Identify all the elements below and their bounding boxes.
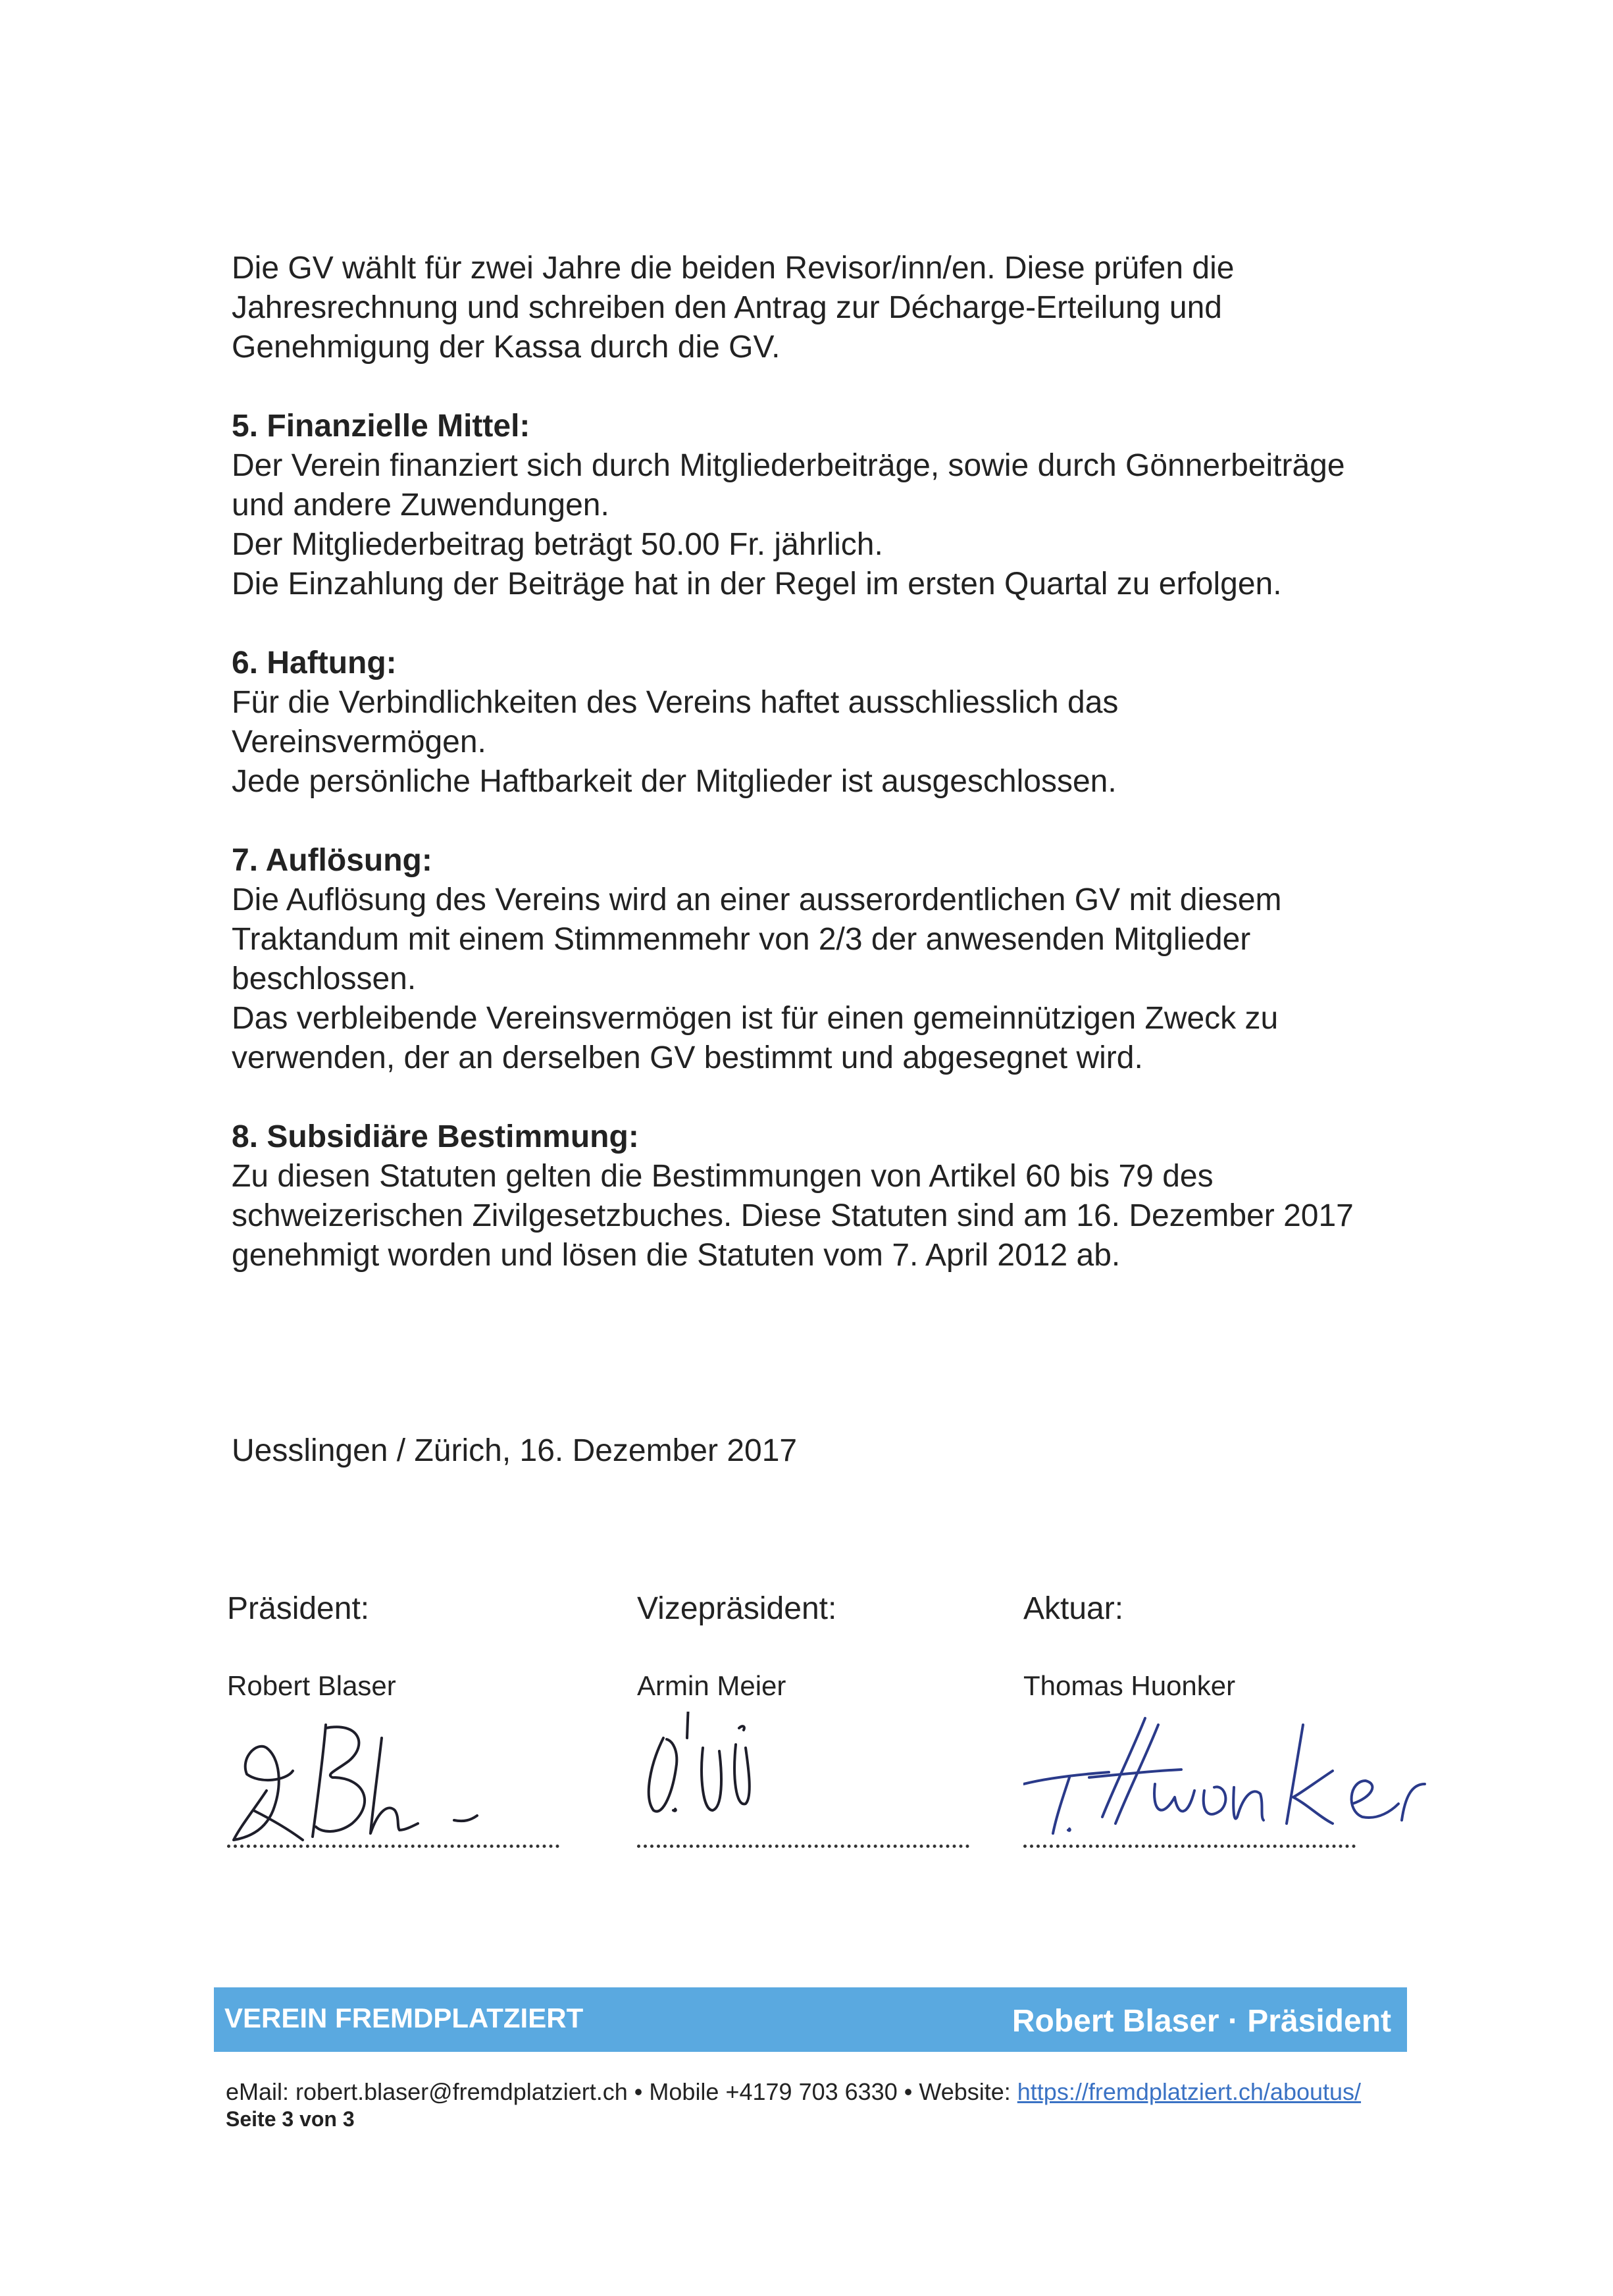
text-line: Die Einzahlung der Beiträge hat in der Regel im ersten Quartal zu erfolgen. [232, 567, 1282, 601]
text-line: Jahresrechnung und schreiben den Antrag zur Décharge-Erteilung und [232, 290, 1222, 325]
statutes-body [232, 249, 1449, 1275]
signature-graphic [637, 1712, 940, 1843]
text-line: Traktandum mit einem Stimmenmehr von 2/3 der anwesenden Mitglieder [232, 922, 1251, 957]
section-aufloesung [232, 841, 1449, 1078]
banner-president: Robert Blaser · Präsident [1011, 2004, 1391, 2039]
signature-graphic [1023, 1712, 1431, 1843]
footer-separator: • [634, 2078, 650, 2105]
text-line: verwenden, der an derselben GV bestimmt und abgesegnet wird. [232, 1040, 1143, 1075]
text-line: Jede persönliche Haftbarkeit der Mitglieder ist ausgeschlossen. [232, 764, 1117, 799]
text-line: Die GV wählt für zwei Jahre die beiden Revisor/inn/en. Diese prüfen die [232, 251, 1235, 286]
text-line: Das verbleibende Vereinsvermögen ist für einen gemeinnützigen Zweck zu [232, 1001, 1279, 1036]
text-line: Genehmigung der Kassa durch die GV. [232, 330, 781, 365]
signatory-name: Thomas Huonker [1023, 1670, 1236, 1701]
footer-separator: • [904, 2078, 919, 2105]
text-line: Für die Verbindlichkeiten des Vereins haftet ausschliesslich das [232, 685, 1119, 720]
footer-mobile: Mobile +4179 703 6330 [649, 2078, 898, 2105]
signatory-president [227, 1589, 596, 1848]
footer-contact-line [226, 2078, 1361, 2106]
signatory-role: Vizepräsident: [637, 1591, 837, 1626]
association-name: VEREIN FREMDPLATZIERT [224, 2003, 584, 2033]
footer-website-link[interactable]: https://fremdplatziert.ch/aboutus/ [1017, 2078, 1362, 2105]
page-number: Seite 3 von 3 [226, 2107, 355, 2131]
signatory-aktuar [1023, 1589, 1392, 1848]
footer-email: eMail: robert.blaser@fremdplatziert.ch [226, 2078, 628, 2105]
section-finanzielle-mittel [232, 407, 1449, 604]
signatory-vice-president [637, 1589, 1006, 1848]
text-line: Vereinsvermögen. [232, 725, 486, 759]
section-paragraph [232, 683, 1449, 802]
signature-line [1023, 1845, 1356, 1848]
section-paragraph [232, 1157, 1449, 1275]
handwritten-signature [637, 1712, 1006, 1843]
text-line: Der Mitgliederbeitrag beträgt 50.00 Fr. jährlich. [232, 527, 883, 562]
signatory-role: Präsident: [227, 1591, 370, 1626]
signature-line [637, 1845, 969, 1848]
handwritten-signature [1023, 1712, 1392, 1843]
signature-line [227, 1845, 559, 1848]
section-heading: 5. Finanzielle Mittel: [232, 409, 530, 444]
place-and-date: Uesslingen / Zürich, 16. Dezember 2017 [232, 1433, 798, 1468]
signatory-role: Aktuar: [1023, 1591, 1124, 1626]
association-banner [214, 1987, 1407, 2052]
section-heading: 7. Auflösung: [232, 843, 432, 878]
section-paragraph [232, 446, 1449, 604]
text-line: und andere Zuwendungen. [232, 488, 609, 523]
signatory-name: Robert Blaser [227, 1670, 396, 1701]
signatory-name: Armin Meier [637, 1670, 786, 1701]
signature-graphic [227, 1712, 530, 1843]
text-line: Die Auflösung des Vereins wird an einer ausserordentlichen GV mit diesem [232, 882, 1282, 917]
text-line: beschlossen. [232, 961, 417, 996]
section-paragraph [232, 880, 1449, 1078]
section-heading: 6. Haftung: [232, 646, 397, 680]
text-line: schweizerischen Zivilgesetzbuches. Diese Statuten sind am 16. Dezember 2017 [232, 1198, 1354, 1233]
section-haftung [232, 644, 1449, 802]
intro-paragraph [232, 249, 1449, 367]
text-line: genehmigt worden und lösen die Statuten vom 7. April 2012 ab. [232, 1238, 1121, 1273]
text-line: Zu diesen Statuten gelten die Bestimmungen von Artikel 60 bis 79 des [232, 1159, 1214, 1194]
section-heading: 8. Subsidiäre Bestimmung: [232, 1119, 639, 1154]
text-line: Der Verein finanziert sich durch Mitgliederbeiträge, sowie durch Gönnerbeiträge [232, 448, 1345, 483]
footer-website-label: Website: [919, 2078, 1011, 2105]
section-subsidiaere-bestimmung [232, 1117, 1449, 1275]
handwritten-signature [227, 1712, 596, 1843]
